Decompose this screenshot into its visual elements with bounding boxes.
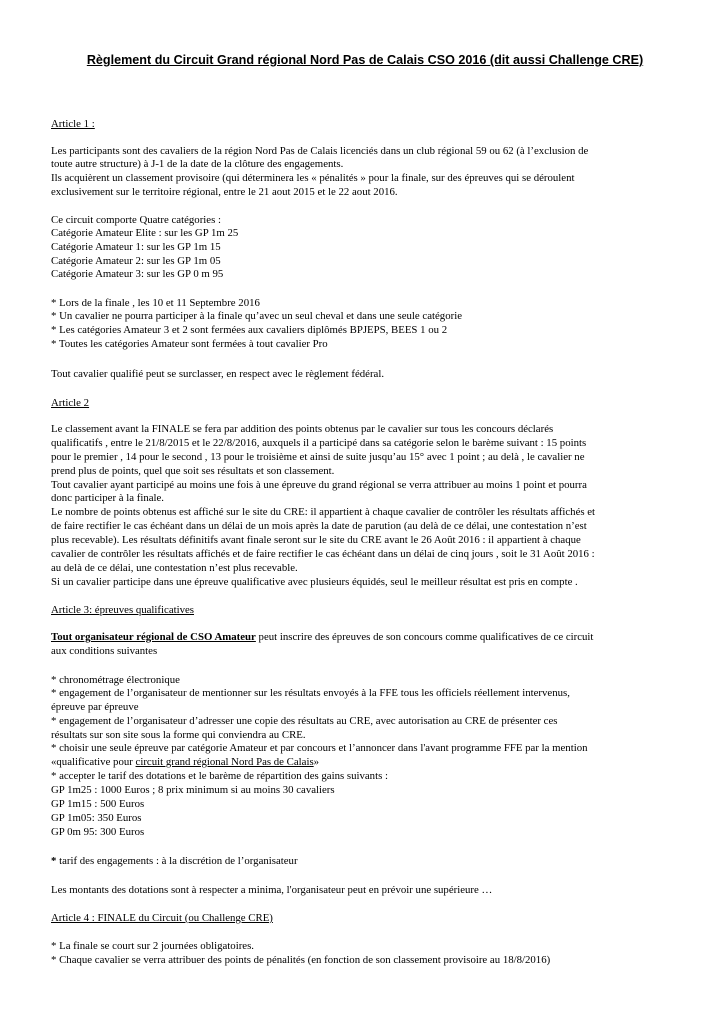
paragraph-line: Le nombre de points obtenus est affiché sur le site du CRE: il appartient à chaque cavalier de contrôler les résultats affichés et	[51, 506, 596, 518]
paragraph-line: de faire rectifier le cas échéant dans un délai de un mois après la date de parution (au delà de ce délai, une contestation n’est	[51, 520, 587, 532]
article-3-intro	[51, 631, 593, 644]
paragraph-line: prend plus de points, quel que soit ses résultats et son classement.	[51, 465, 335, 477]
bullet-line: épreuve par épreuve	[51, 701, 139, 713]
engagements-text: tarif des engagements : à la discrétion de l’organisateur	[56, 855, 298, 867]
paragraph-line: Le classement avant la FINALE se fera par addition des points obtenus par le cavalier sur tous les concours déclarés	[51, 423, 554, 435]
paragraph-line: Si un cavalier participe dans une épreuve qualificative avec plusieurs équidés, seul le meilleur résultat est pris en compte .	[51, 576, 578, 588]
paragraph-line: Les montants des dotations sont à respecter a minima, l'organisateur peut en prévoir une supérieure …	[51, 884, 493, 896]
article-4-heading: Article 4 : FINALE du Circuit (ou Challenge CRE)	[51, 912, 273, 924]
category-line: Catégorie Amateur 1: sur les GP 1m 15	[51, 241, 221, 253]
organizer-emphasis: Tout organisateur régional de CSO Amateur	[51, 631, 256, 643]
paragraph-line: cavalier de contrôler les résultats affichés et de faire rectifier le cas échéant dans un délai de cinq jours , soit le 31 Août 2016 :	[51, 548, 595, 560]
paragraph-line: Ils acquièrent un classement provisoire (qui déterminera les « pénalités » pour la finale, sur des épreuves qui se déroulent	[51, 172, 575, 184]
bullet-line: * choisir une seule épreuve par catégorie Amateur et par concours et l’annoncer dans l'avant programme FFE par la mention	[51, 742, 588, 754]
bullet-line: * engagement de l’organisateur d’adresser une copie des résultats au CRE, avec autorisation au CRE de présenter ces	[51, 715, 558, 727]
paragraph-line: toute autre structure) à J-1 de la date de la clôture des engagements.	[51, 158, 344, 170]
tarif-line: GP 1m15 : 500 Euros	[51, 798, 145, 810]
paragraph-line: plus recevable). Les résultats définitifs avant finale seront sur le site du CRE avant le 26 Août 2016 : il appartient à chaque	[51, 534, 581, 546]
mention-prefix: «qualificative pour	[51, 756, 136, 768]
asterisk: *	[51, 855, 57, 867]
bullet-line: * La finale se court sur 2 journées obligatoires.	[51, 940, 254, 952]
bullet-line: * Chaque cavalier se verra attribuer des points de pénalités (en fonction de son classement provisoire au 18/8/2016)	[51, 954, 551, 966]
category-line: Catégorie Amateur 2: sur les GP 1m 05	[51, 255, 221, 267]
paragraph-line: qualificatifs , entre le 21/8/2015 et le 22/8/2016, auxquels il a participé dans sa catégorie selon le barème suivant : 15 points	[51, 437, 587, 449]
bullet-line: * accepter le tarif des dotations et le barème de répartition des gains suivants :	[51, 770, 388, 782]
bullet-line: * Lors de la finale , les 10 et 11 Septembre 2016	[51, 297, 260, 309]
bullet-line: * Les catégories Amateur 3 et 2 sont fermées aux cavaliers diplômés BPJEPS, BEES 1 ou 2	[51, 324, 448, 336]
paragraph-line: pour le premier , 14 pour le second , 13 pour le troisième et ainsi de suite jusqu’au 15° avec 1 point ; au delà , le cavalier ne	[51, 451, 585, 463]
paragraph-line: aux conditions suivantes	[51, 645, 158, 657]
bullet-line: * Un cavalier ne pourra participer à la finale qu’avec un seul cheval et dans une seule catégorie	[51, 310, 462, 322]
paragraph-line: Les participants sont des cavaliers de la région Nord Pas de Calais licenciés dans un club régional 59 ou 62 (à l’exclusion de	[51, 145, 589, 157]
mention-suffix: »	[313, 756, 320, 768]
paragraph-line: donc participer à la finale.	[51, 492, 165, 504]
paragraph-line: Ce circuit comporte Quatre catégories :	[51, 214, 221, 226]
bullet-line: * chronométrage électronique	[51, 674, 180, 686]
bullet-line: résultats sur son site sous la forme qui conviendra au CRE.	[51, 729, 306, 741]
paragraph-line: Tout cavalier ayant participé au moins une fois à une épreuve du grand régional se verra attribuer au moins 1 point et pourra	[51, 479, 587, 491]
paragraph-line: exclusivement sur le territoire régional, entre le 21 aout 2015 et le 22 aout 2016.	[51, 186, 398, 198]
tarif-line: GP 0m 95: 300 Euros	[51, 826, 145, 838]
paragraph-line: Tout cavalier qualifié peut se surclasser, en respect avec le règlement fédéral.	[51, 368, 385, 380]
page-title: Règlement du Circuit Grand régional Nord Pas de Calais CSO 2016 (dit aussi Challenge CRE)	[86, 53, 644, 67]
category-line: Catégorie Amateur 3: sur les GP 0 m 95	[51, 268, 224, 280]
engagements-line	[51, 855, 298, 868]
tarif-line: GP 1m25 : 1000 Euros ; 8 prix minimum si au moins 30 cavaliers	[51, 784, 335, 796]
circuit-link: circuit grand régional Nord Pas de Calais	[135, 756, 314, 768]
bullet-line: * engagement de l’organisateur de mentionner sur les résultats envoyés à la FFE tous les officiels réellement intervenus,	[51, 687, 570, 699]
article-1-heading: Article 1 :	[51, 118, 95, 130]
bullet-line: * Toutes les catégories Amateur sont fermées à tout cavalier Pro	[51, 338, 328, 350]
article-3-heading: Article 3: épreuves qualificatives	[51, 604, 195, 616]
category-line: Catégorie Amateur Elite : sur les GP 1m 25	[51, 227, 239, 239]
article-2-heading: Article 2	[51, 397, 90, 409]
tarif-line: GP 1m05: 350 Euros	[51, 812, 142, 824]
mention-line	[51, 756, 319, 769]
intro-text: peut inscrire des épreuves de son concours comme qualificatives de ce circuit	[255, 631, 594, 643]
paragraph-line: au delà de ce délai, une contestation n’est plus recevable.	[51, 562, 298, 574]
